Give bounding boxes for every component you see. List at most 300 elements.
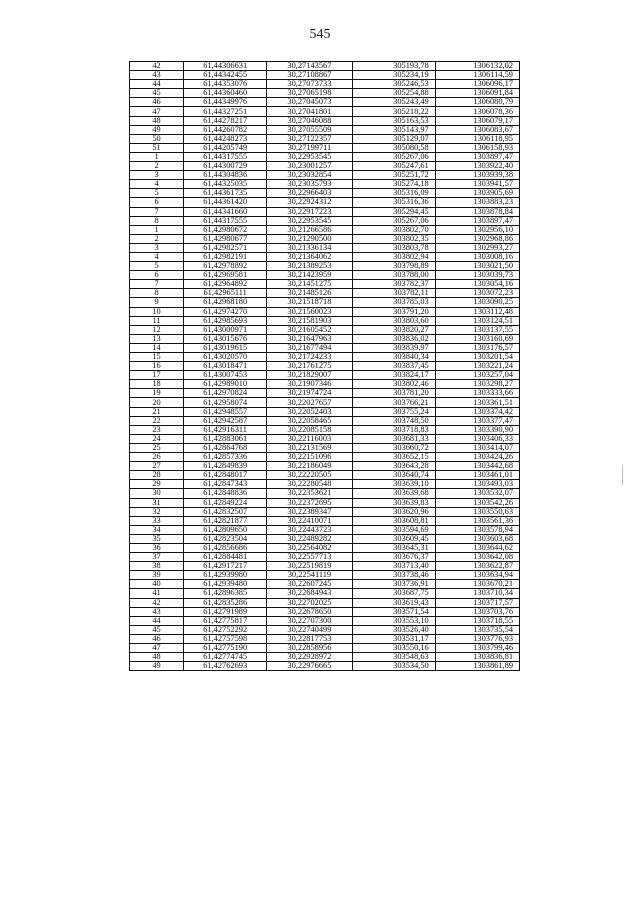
x-coordinate-cell: 303736,91 — [352, 580, 435, 589]
y-coordinate-cell: 1303710,34 — [435, 589, 519, 598]
latitude-cell: 61,42791989 — [184, 607, 267, 616]
point-number-cell: 3 — [130, 243, 184, 252]
longitude-cell: 30,21581903 — [267, 316, 352, 325]
y-coordinate-cell: 1306118,95 — [435, 134, 519, 143]
table-row — [130, 543, 520, 552]
longitude-cell: 30,22389347 — [267, 507, 352, 516]
longitude-cell: 30,27143567 — [267, 62, 352, 71]
y-coordinate-cell: 1303897,47 — [435, 152, 519, 161]
y-coordinate-cell: 1303799,46 — [435, 644, 519, 653]
latitude-cell: 61,44304836 — [184, 171, 267, 180]
point-number-cell: 26 — [130, 453, 184, 462]
y-coordinate-cell: 1303883,23 — [435, 198, 519, 207]
y-coordinate-cell: 1303072,23 — [435, 289, 519, 298]
y-coordinate-cell: 1303021,50 — [435, 262, 519, 271]
x-coordinate-cell: 303781,20 — [352, 389, 435, 398]
x-coordinate-cell: 303791,20 — [352, 307, 435, 316]
table-row — [130, 498, 520, 507]
y-coordinate-cell: 1303390,90 — [435, 425, 519, 434]
latitude-cell: 61,42965111 — [184, 289, 267, 298]
longitude-cell: 30,21451275 — [267, 280, 352, 289]
table-row — [130, 198, 520, 207]
y-coordinate-cell: 1303333,66 — [435, 389, 519, 398]
longitude-cell: 30,22557713 — [267, 553, 352, 562]
point-number-cell: 25 — [130, 443, 184, 452]
longitude-cell: 30,22953545 — [267, 216, 352, 225]
longitude-cell: 30,22976665 — [267, 662, 352, 671]
point-number-cell: 35 — [130, 534, 184, 543]
y-coordinate-cell: 1303634,94 — [435, 571, 519, 580]
x-coordinate-cell: 303531,17 — [352, 634, 435, 643]
longitude-cell: 30,21560023 — [267, 307, 352, 316]
y-coordinate-cell: 1306078,36 — [435, 107, 519, 116]
y-coordinate-cell: 1302956,10 — [435, 225, 519, 234]
x-coordinate-cell: 303652,15 — [352, 453, 435, 462]
longitude-cell: 30,21364062 — [267, 252, 352, 261]
point-number-cell: 4 — [130, 252, 184, 261]
x-coordinate-cell: 303802,35 — [352, 234, 435, 243]
y-coordinate-cell: 1303442,68 — [435, 462, 519, 471]
y-coordinate-cell: 1303718,55 — [435, 616, 519, 625]
table-row — [130, 343, 520, 352]
x-coordinate-cell: 303643,28 — [352, 462, 435, 471]
point-number-cell: 7 — [130, 280, 184, 289]
x-coordinate-cell: 303840,34 — [352, 353, 435, 362]
longitude-cell: 30,27073733 — [267, 80, 352, 89]
y-coordinate-cell: 1306114,59 — [435, 71, 519, 80]
x-coordinate-cell: 303802,46 — [352, 380, 435, 389]
table-row — [130, 398, 520, 407]
latitude-cell: 61,44353076 — [184, 80, 267, 89]
y-coordinate-cell: 1303622,87 — [435, 562, 519, 571]
longitude-cell: 30,21518718 — [267, 298, 352, 307]
x-coordinate-cell: 303836,02 — [352, 334, 435, 343]
point-number-cell: 45 — [130, 89, 184, 98]
coordinates-table-body — [130, 62, 520, 671]
latitude-cell: 61,42762693 — [184, 662, 267, 671]
y-coordinate-cell: 1303054,16 — [435, 280, 519, 289]
y-coordinate-cell: 1303124,51 — [435, 316, 519, 325]
longitude-cell: 30,21677494 — [267, 343, 352, 352]
latitude-cell: 61,42939480 — [184, 580, 267, 589]
x-coordinate-cell: 303788,00 — [352, 271, 435, 280]
y-coordinate-cell: 1303561,36 — [435, 516, 519, 525]
point-number-cell: 12 — [130, 325, 184, 334]
table-row — [130, 425, 520, 434]
latitude-cell: 61,44278217 — [184, 116, 267, 125]
x-coordinate-cell: 303803,60 — [352, 316, 435, 325]
latitude-cell: 61,42989010 — [184, 380, 267, 389]
latitude-cell: 61,42821877 — [184, 516, 267, 525]
y-coordinate-cell: 1303603,68 — [435, 534, 519, 543]
table-row — [130, 252, 520, 261]
y-coordinate-cell: 1303897,47 — [435, 216, 519, 225]
y-coordinate-cell: 1303176,57 — [435, 343, 519, 352]
page-number: 545 — [309, 27, 331, 42]
longitude-cell: 30,27108867 — [267, 71, 352, 80]
point-number-cell: 43 — [130, 607, 184, 616]
latitude-cell: 61,42939980 — [184, 571, 267, 580]
point-number-cell: 2 — [130, 234, 184, 243]
y-coordinate-cell: 1303542,26 — [435, 498, 519, 507]
x-coordinate-cell: 305234,19 — [352, 71, 435, 80]
point-number-cell: 44 — [130, 80, 184, 89]
point-number-cell: 38 — [130, 562, 184, 571]
longitude-cell: 30,21974724 — [267, 389, 352, 398]
point-number-cell: 10 — [130, 307, 184, 316]
longitude-cell: 30,23035793 — [267, 180, 352, 189]
table-row — [130, 325, 520, 334]
x-coordinate-cell: 303837,45 — [352, 362, 435, 371]
table-row — [130, 89, 520, 98]
latitude-cell: 61,44327251 — [184, 107, 267, 116]
y-coordinate-cell: 1306083,67 — [435, 125, 519, 134]
longitude-cell: 30,22966403 — [267, 189, 352, 198]
table-row — [130, 80, 520, 89]
longitude-cell: 30,27199711 — [267, 143, 352, 152]
x-coordinate-cell: 303802,70 — [352, 225, 435, 234]
table-row — [130, 353, 520, 362]
longitude-cell: 30,21724233 — [267, 353, 352, 362]
latitude-cell: 61,43020570 — [184, 353, 267, 362]
x-coordinate-cell: 303594,69 — [352, 525, 435, 534]
longitude-cell: 30,21761275 — [267, 362, 352, 371]
latitude-cell: 61,44248273 — [184, 134, 267, 143]
x-coordinate-cell: 305247,61 — [352, 162, 435, 171]
latitude-cell: 61,42896385 — [184, 589, 267, 598]
x-coordinate-cell: 303620,96 — [352, 507, 435, 516]
table-row — [130, 507, 520, 516]
point-number-cell: 48 — [130, 116, 184, 125]
x-coordinate-cell: 303660,72 — [352, 443, 435, 452]
point-number-cell: 22 — [130, 416, 184, 425]
y-coordinate-cell: 1303257,04 — [435, 371, 519, 380]
latitude-cell: 61,42942587 — [184, 416, 267, 425]
x-coordinate-cell: 303619,43 — [352, 598, 435, 607]
latitude-cell: 61,44349976 — [184, 98, 267, 107]
latitude-cell: 61,43019615 — [184, 343, 267, 352]
x-coordinate-cell: 303824,17 — [352, 371, 435, 380]
latitude-cell: 61,42985693 — [184, 316, 267, 325]
longitude-cell: 30,22151096 — [267, 453, 352, 462]
y-coordinate-cell: 1303406,33 — [435, 434, 519, 443]
longitude-cell: 30,27046088 — [267, 116, 352, 125]
x-coordinate-cell: 303553,10 — [352, 616, 435, 625]
point-number-cell: 30 — [130, 489, 184, 498]
y-coordinate-cell: 1303550,63 — [435, 507, 519, 516]
y-coordinate-cell: 1303377,47 — [435, 416, 519, 425]
x-coordinate-cell: 305316,36 — [352, 198, 435, 207]
point-number-cell: 19 — [130, 389, 184, 398]
table-row — [130, 589, 520, 598]
x-coordinate-cell: 303820,27 — [352, 325, 435, 334]
latitude-cell: 61,42980672 — [184, 225, 267, 234]
x-coordinate-cell: 303681,33 — [352, 434, 435, 443]
latitude-cell: 61,44306631 — [184, 62, 267, 71]
table-row — [130, 407, 520, 416]
y-coordinate-cell: 1303090,25 — [435, 298, 519, 307]
longitude-cell: 30,22917223 — [267, 207, 352, 216]
y-coordinate-cell: 1303160,69 — [435, 334, 519, 343]
longitude-cell: 30,21389253 — [267, 262, 352, 271]
point-number-cell: 27 — [130, 462, 184, 471]
table-row — [130, 116, 520, 125]
longitude-cell: 30,23032854 — [267, 171, 352, 180]
latitude-cell: 61,43000971 — [184, 325, 267, 334]
latitude-cell: 61,42978892 — [184, 262, 267, 271]
point-number-cell: 2 — [130, 162, 184, 171]
x-coordinate-cell: 303755,24 — [352, 407, 435, 416]
point-number-cell: 1 — [130, 152, 184, 161]
point-number-cell: 50 — [130, 134, 184, 143]
y-coordinate-cell: 1303374,42 — [435, 407, 519, 416]
point-number-cell: 13 — [130, 334, 184, 343]
y-coordinate-cell: 1303703,76 — [435, 607, 519, 616]
x-coordinate-cell: 305218,22 — [352, 107, 435, 116]
latitude-cell: 61,42970824 — [184, 389, 267, 398]
latitude-cell: 61,42864768 — [184, 443, 267, 452]
longitude-cell: 30,22085158 — [267, 425, 352, 434]
latitude-cell: 61,44317555 — [184, 216, 267, 225]
table-row — [130, 516, 520, 525]
point-number-cell: 39 — [130, 571, 184, 580]
point-number-cell: 16 — [130, 362, 184, 371]
table-row — [130, 152, 520, 161]
latitude-cell: 61,44260782 — [184, 125, 267, 134]
point-number-cell: 14 — [130, 343, 184, 352]
point-number-cell: 41 — [130, 589, 184, 598]
point-number-cell: 17 — [130, 371, 184, 380]
y-coordinate-cell: 1303298,27 — [435, 380, 519, 389]
y-coordinate-cell: 1303717,57 — [435, 598, 519, 607]
longitude-cell: 30,22678650 — [267, 607, 352, 616]
longitude-cell: 30,21647963 — [267, 334, 352, 343]
table-row — [130, 334, 520, 343]
x-coordinate-cell: 303639,10 — [352, 480, 435, 489]
latitude-cell: 61,42982191 — [184, 252, 267, 261]
longitude-cell: 30,22541119 — [267, 571, 352, 580]
longitude-cell: 30,22924312 — [267, 198, 352, 207]
longitude-cell: 30,22953545 — [267, 152, 352, 161]
x-coordinate-cell: 303718,83 — [352, 425, 435, 434]
y-coordinate-cell: 1303922,40 — [435, 162, 519, 171]
table-row — [130, 616, 520, 625]
latitude-cell: 61,44325035 — [184, 180, 267, 189]
table-row — [130, 443, 520, 452]
x-coordinate-cell: 305274,18 — [352, 180, 435, 189]
point-number-cell: 45 — [130, 625, 184, 634]
latitude-cell: 61,42916311 — [184, 425, 267, 434]
y-coordinate-cell: 1303201,54 — [435, 353, 519, 362]
table-row — [130, 362, 520, 371]
y-coordinate-cell: 1303905,69 — [435, 189, 519, 198]
point-number-cell: 51 — [130, 143, 184, 152]
y-coordinate-cell: 1303039,73 — [435, 271, 519, 280]
y-coordinate-cell: 1302968,86 — [435, 234, 519, 243]
longitude-cell: 30,21485126 — [267, 289, 352, 298]
latitude-cell: 61,42848017 — [184, 471, 267, 480]
point-number-cell: 8 — [130, 216, 184, 225]
latitude-cell: 61,42832507 — [184, 507, 267, 516]
longitude-cell: 30,21336134 — [267, 243, 352, 252]
point-number-cell: 47 — [130, 644, 184, 653]
x-coordinate-cell: 303798,89 — [352, 262, 435, 271]
table-row — [130, 607, 520, 616]
point-number-cell: 32 — [130, 507, 184, 516]
coordinates-table — [129, 61, 520, 671]
longitude-cell: 30,21907346 — [267, 380, 352, 389]
x-coordinate-cell: 305294,45 — [352, 207, 435, 216]
latitude-cell: 61,42982571 — [184, 243, 267, 252]
latitude-cell: 61,44361735 — [184, 189, 267, 198]
y-coordinate-cell: 1303008,16 — [435, 252, 519, 261]
y-coordinate-cell: 1303578,94 — [435, 525, 519, 534]
latitude-cell: 61,42849839 — [184, 462, 267, 471]
latitude-cell: 61,43015676 — [184, 334, 267, 343]
x-coordinate-cell: 303640,74 — [352, 471, 435, 480]
table-row — [130, 171, 520, 180]
table-row — [130, 534, 520, 543]
table-row — [130, 416, 520, 425]
latitude-cell: 61,42964892 — [184, 280, 267, 289]
latitude-cell: 61,44205749 — [184, 143, 267, 152]
longitude-cell: 30,21423959 — [267, 271, 352, 280]
y-coordinate-cell: 1303861,89 — [435, 662, 519, 671]
y-coordinate-cell: 1303493,03 — [435, 480, 519, 489]
table-row — [130, 143, 520, 152]
latitude-cell: 61,42757598 — [184, 634, 267, 643]
x-coordinate-cell: 305316,09 — [352, 189, 435, 198]
latitude-cell: 61,42980677 — [184, 234, 267, 243]
y-coordinate-cell: 1303414,07 — [435, 443, 519, 452]
point-number-cell: 29 — [130, 480, 184, 489]
latitude-cell: 61,42847343 — [184, 480, 267, 489]
longitude-cell: 30,22058465 — [267, 416, 352, 425]
y-coordinate-cell: 1303221,24 — [435, 362, 519, 371]
latitude-cell: 61,43018471 — [184, 362, 267, 371]
y-coordinate-cell: 1303644,62 — [435, 543, 519, 552]
table-row — [130, 280, 520, 289]
point-number-cell: 18 — [130, 380, 184, 389]
x-coordinate-cell: 303609,45 — [352, 534, 435, 543]
table-row — [130, 598, 520, 607]
latitude-cell: 61,42917217 — [184, 562, 267, 571]
latitude-cell: 61,42883061 — [184, 434, 267, 443]
point-number-cell: 7 — [130, 207, 184, 216]
point-number-cell: 42 — [130, 598, 184, 607]
y-coordinate-cell: 1303939,38 — [435, 171, 519, 180]
x-coordinate-cell: 303571,54 — [352, 607, 435, 616]
x-coordinate-cell: 303839,97 — [352, 343, 435, 352]
table-row — [130, 653, 520, 662]
longitude-cell: 30,22443723 — [267, 525, 352, 534]
longitude-cell: 30,22519819 — [267, 562, 352, 571]
latitude-cell: 61,42948557 — [184, 407, 267, 416]
point-number-cell: 31 — [130, 498, 184, 507]
point-number-cell: 36 — [130, 543, 184, 552]
point-number-cell: 1 — [130, 225, 184, 234]
table-row — [130, 62, 520, 71]
longitude-cell: 30,22817753 — [267, 634, 352, 643]
y-coordinate-cell: 1303424,26 — [435, 453, 519, 462]
longitude-cell: 30,21290500 — [267, 234, 352, 243]
longitude-cell: 30,22372695 — [267, 498, 352, 507]
longitude-cell: 30,27041801 — [267, 107, 352, 116]
point-number-cell: 5 — [130, 262, 184, 271]
table-row — [130, 289, 520, 298]
longitude-cell: 30,22052403 — [267, 407, 352, 416]
point-number-cell: 5 — [130, 189, 184, 198]
table-row — [130, 71, 520, 80]
latitude-cell: 61,44360460 — [184, 89, 267, 98]
x-coordinate-cell: 303802,94 — [352, 252, 435, 261]
longitude-cell: 30,23001257 — [267, 162, 352, 171]
x-coordinate-cell: 303676,37 — [352, 553, 435, 562]
x-coordinate-cell: 303748,50 — [352, 416, 435, 425]
point-number-cell: 3 — [130, 171, 184, 180]
x-coordinate-cell: 303645,31 — [352, 543, 435, 552]
x-coordinate-cell: 305143,97 — [352, 125, 435, 134]
x-coordinate-cell: 303766,21 — [352, 398, 435, 407]
longitude-cell: 30,22131569 — [267, 443, 352, 452]
point-number-cell: 40 — [130, 580, 184, 589]
y-coordinate-cell: 1303137,55 — [435, 325, 519, 334]
latitude-cell: 61,42857336 — [184, 453, 267, 462]
latitude-cell: 61,42856686 — [184, 543, 267, 552]
latitude-cell: 61,42835286 — [184, 598, 267, 607]
table-row — [130, 262, 520, 271]
table-row — [130, 134, 520, 143]
table-row — [130, 243, 520, 252]
y-coordinate-cell: 1303532,07 — [435, 489, 519, 498]
longitude-cell: 30,22410071 — [267, 516, 352, 525]
table-row — [130, 580, 520, 589]
table-row — [130, 307, 520, 316]
x-coordinate-cell: 305193,78 — [352, 62, 435, 71]
table-row — [130, 189, 520, 198]
latitude-cell: 61,44317555 — [184, 152, 267, 161]
longitude-cell: 30,22740499 — [267, 625, 352, 634]
latitude-cell: 61,42884481 — [184, 553, 267, 562]
table-row — [130, 271, 520, 280]
point-number-cell: 37 — [130, 553, 184, 562]
longitude-cell: 30,27045073 — [267, 98, 352, 107]
y-coordinate-cell: 1303735,54 — [435, 625, 519, 634]
point-number-cell: 33 — [130, 516, 184, 525]
y-coordinate-cell: 1306096,17 — [435, 80, 519, 89]
longitude-cell: 30,21266586 — [267, 225, 352, 234]
x-coordinate-cell: 305254,88 — [352, 89, 435, 98]
table-row — [130, 489, 520, 498]
point-number-cell: 28 — [130, 471, 184, 480]
x-coordinate-cell: 305080,58 — [352, 143, 435, 152]
latitude-cell: 61,42774745 — [184, 653, 267, 662]
point-number-cell: 6 — [130, 271, 184, 280]
x-coordinate-cell: 303526,40 — [352, 625, 435, 634]
latitude-cell: 61,43007453 — [184, 371, 267, 380]
point-number-cell: 43 — [130, 71, 184, 80]
y-coordinate-cell: 1303776,93 — [435, 634, 519, 643]
x-coordinate-cell: 303548,63 — [352, 653, 435, 662]
table-row — [130, 562, 520, 571]
x-coordinate-cell: 305243,49 — [352, 98, 435, 107]
table-row — [130, 316, 520, 325]
longitude-cell: 30,27122357 — [267, 134, 352, 143]
table-row — [130, 571, 520, 580]
longitude-cell: 30,22928972 — [267, 653, 352, 662]
point-number-cell: 20 — [130, 398, 184, 407]
table-row — [130, 180, 520, 189]
